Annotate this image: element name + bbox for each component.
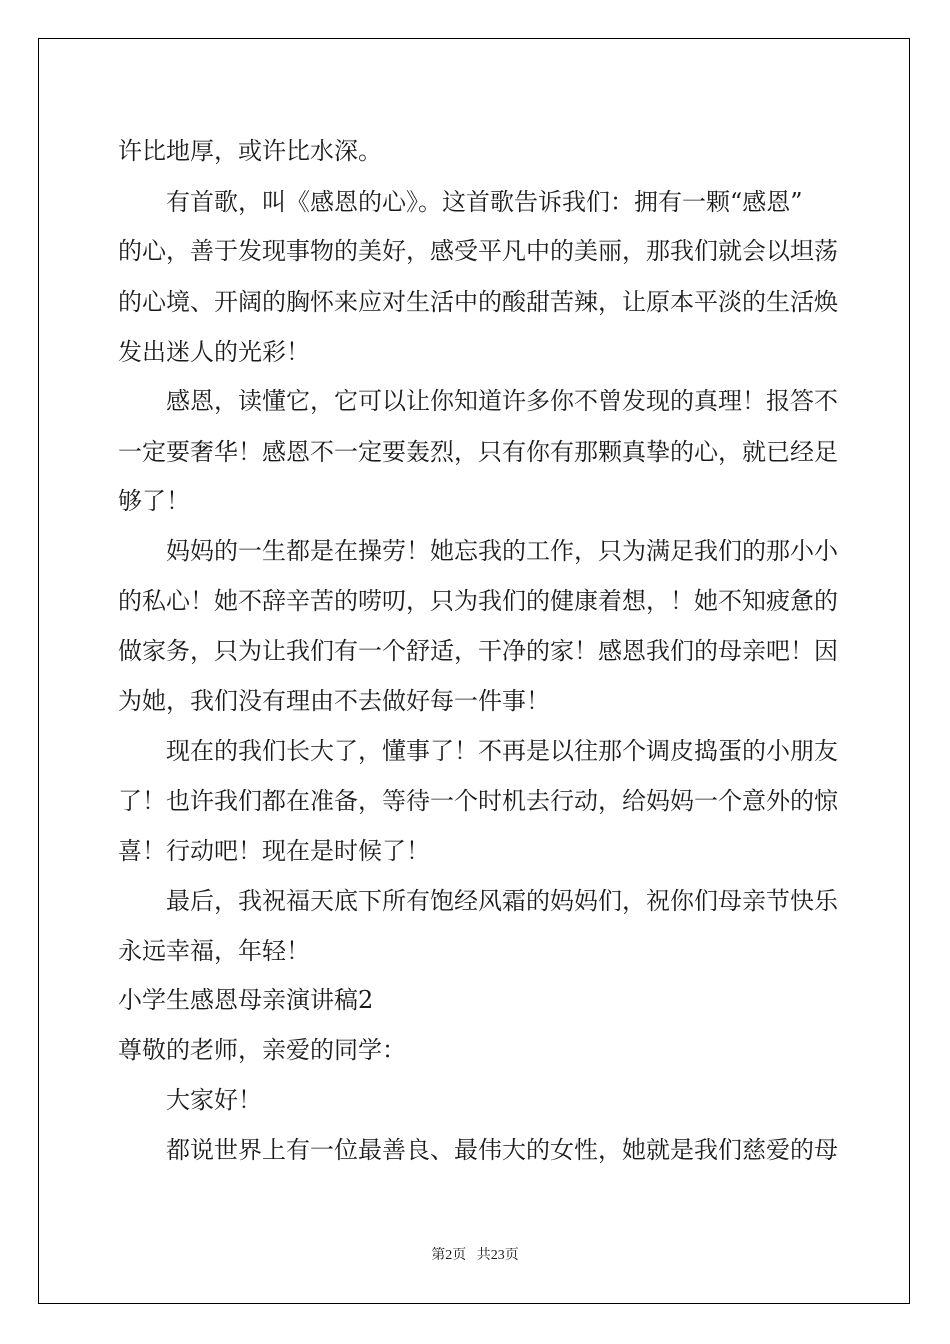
text-line-15: 喜！行动吧！现在是时候了！ — [118, 837, 430, 865]
text-line-14: 了！也许我们都在准备，等待一个时机去行动，给妈妈一个意外的惊 — [118, 787, 838, 815]
text-line-8: 够了！ — [118, 487, 190, 515]
greeting: 大家好！ — [166, 1086, 262, 1114]
text-line-13: 现在的我们长大了，懂事了！不再是以往那个调皮捣蛋的小朋友 — [166, 737, 838, 765]
text-line-6: 感恩，读懂它，它可以让你知道许多你不曾发现的真理！报答不 — [166, 387, 838, 415]
text-line-2: 有首歌，叫《感恩的心》。这首歌告诉我们：拥有一颗“感恩” — [166, 188, 803, 216]
text-line-16: 最后，我祝福天底下所有饱经风霜的妈妈们，祝你们母亲节快乐 — [166, 887, 838, 915]
section-heading: 小学生感恩母亲演讲稿2 — [118, 986, 374, 1014]
text-line-12: 为她，我们没有理由不去做好每一件事！ — [118, 687, 550, 715]
text-line-3: 的心，善于发现事物的美好，感受平凡中的美丽，那我们就会以坦荡 — [118, 237, 838, 265]
text-line-5: 发出迷人的光彩！ — [118, 338, 310, 366]
text-line-10: 的私心！她不辞辛苦的唠叨，只为我们的健康着想，！她不知疲惫的 — [118, 587, 838, 615]
text-line-7: 一定要奢华！感恩不一定要轰烈，只有你有那颗真挚的心，就已经足 — [118, 438, 838, 466]
text-line-11: 做家务，只为让我们有一个舒适，干净的家！感恩我们的母亲吧！因 — [118, 637, 838, 665]
text-line-4: 的心境、开阔的胸怀来应对生活中的酸甜苦辣，让原本平淡的生活焕 — [118, 288, 838, 316]
salutation: 尊敬的老师，亲爱的同学： — [118, 1036, 406, 1064]
page-footer: 第2页 共23页 — [431, 1248, 519, 1263]
text-line-1: 许比地厚，或许比水深。 — [118, 137, 382, 165]
text-line-17: 永远幸福，年轻！ — [118, 937, 310, 965]
text-line-21: 都说世界上有一位最善良、最伟大的女性，她就是我们慈爱的母 — [166, 1136, 838, 1164]
text-line-9: 妈妈的一生都是在操劳！她忘我的工作，只为满足我们的那小小 — [166, 537, 838, 565]
